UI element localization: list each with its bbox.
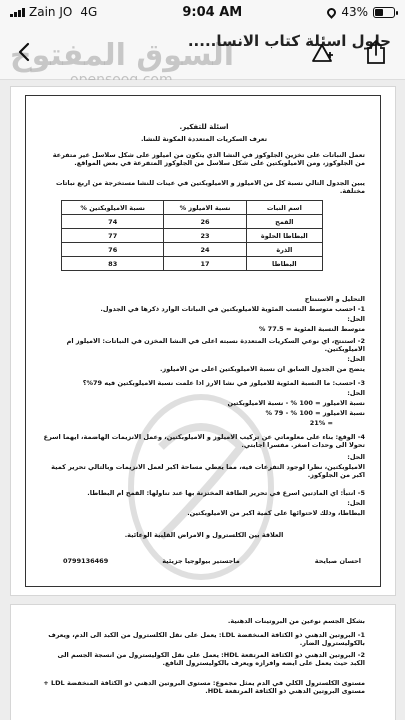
answer-2: يتضح من الجدول السابق ان نسبة الاميلوبكتين اعلى من الاميلوز. <box>160 365 365 373</box>
relation-heading: العلاقة بين الكلسترول و الامراض القلبية الوعائية. <box>124 531 284 539</box>
back-button[interactable] <box>8 36 40 68</box>
starch-table <box>61 200 323 271</box>
status-right <box>327 5 395 19</box>
document-page-2 <box>10 604 396 720</box>
solution-label: الحل: <box>347 453 365 461</box>
table-row <box>62 243 323 257</box>
answer-3-line-1: نسبة الاميلوز = 100 % - نسبة الاميلوبكتين <box>227 399 365 407</box>
table-row <box>62 257 323 271</box>
solution-label: الحل: <box>347 389 365 397</box>
page2-item-3: مستوى الكلسترول الكلي في الدم يمثل مجموع: مستوى البروتين الدهني ذو الكثافة المنخفضة LDL + مستوى البروتين الدهني ذو الكثافة المرتفعة HDL. <box>43 679 365 695</box>
status-left <box>10 5 97 19</box>
chevron-left-icon <box>18 42 30 62</box>
battery-icon <box>373 7 395 18</box>
carrier-name: Zain JO <box>29 5 73 19</box>
table-header-row <box>62 201 323 215</box>
footer-phone: 0799136469 <box>63 557 109 565</box>
page2-item-1: 1- البروتين الدهني ذو الكثافة المنخفضة LDL: يعمل على نقل الكلسترول من الكبد الى الدم، ويعرف بالكوليسترول الضار. <box>48 631 365 647</box>
question-5: 5- انتبأ: اي المادتين اسرع في تحرير الطاقة المختزنة بها عند تناولها: القمح ام البطاطا. <box>87 489 365 497</box>
table-row <box>62 229 323 243</box>
question-2: 2- استنتج، اي نوعي السكريات المتعددة نسبته اعلى في النشا المخزن في النباتات: الاميلوز ام الاميلوبكتين. <box>66 337 365 353</box>
question-intro: تعمل النباتات على تخزين الجلوكوز في النشا الذي يتكون من اميلوز على شكل سلاسل غير متفرعة من الجلوكوز، ومن الاميلوبكتين على شكل سلاسل من الجلوكوز المتفرعة في بعض المواقع. <box>52 151 365 167</box>
analysis-title: التحليل و الاستنتاج <box>304 295 365 303</box>
table-row <box>62 215 323 229</box>
answer-4: الاميلوبكتين، نظرا لوجود التفرعات فيه، مما يعطي مساحة اكبر لعمل الانزيمات وبالتالي تحرير كمية اكبر من الجلوكوز. <box>51 463 365 479</box>
answer-3-line-3: = 21% <box>309 419 333 427</box>
clock: 9:04 AM <box>182 4 243 20</box>
page-title: حلول اسئلة كتاب الانسا..... <box>187 32 391 50</box>
page2-item-2: 2- البروتين الدهني ذو الكثافة المرتفعة HDL: يعمل على نقل الكوليسترول من انسجة الجسم الى الكبد حيث يعمل على ايضه وافرازه ويعرف بالكوليسترول النافع. <box>57 651 365 667</box>
table-cell: البطاطا <box>246 257 322 271</box>
table-cell: 83 <box>62 257 164 271</box>
footer-name: احسان صبايحة <box>314 557 361 565</box>
table-cell: الذرة <box>246 243 322 257</box>
table-cell: 76 <box>62 243 164 257</box>
add-to-collection-button[interactable] <box>306 38 338 70</box>
nav-bar <box>0 24 405 80</box>
watermark-logo: السوق المفتوح <box>10 38 235 73</box>
document-viewer[interactable] <box>0 80 405 720</box>
section-heading: اسئلة للتفكير. <box>179 123 229 131</box>
answer-5: البطاطا، وذلك لاحتوائها على كمية اكبر من الاميلوبكتين. <box>187 509 365 517</box>
table-cell: 74 <box>62 215 164 229</box>
location-icon <box>325 6 338 19</box>
share-icon <box>365 39 387 65</box>
table-cell: القمح <box>246 215 322 229</box>
question-4: 4- الوقع: بناء على معلوماتي عن تركيب الاميلوز و الاميلوبكتين، وعمل الانزيمات الهاضمة، ايهما اسرع تحولا الى وحدات اصغر. مفسرا اجابتي. <box>43 433 365 449</box>
table-header: نسبة الاميلوز % <box>164 201 246 215</box>
solution-label: الحل: <box>347 315 365 323</box>
page2-intro: بشكل الجسم نوعين من البروتينات الدهنية. <box>227 617 365 625</box>
answer-3-line-2: نسبة الاميلوز = 100 % - 79 % <box>265 409 365 417</box>
solution-label: الحل: <box>347 499 365 507</box>
table-header: نسبة الاميلوبكتين % <box>62 201 164 215</box>
table-cell: 26 <box>164 215 246 229</box>
signal-icon <box>10 7 25 17</box>
table-cell: البطاطا الحلوة <box>246 229 322 243</box>
table-cell: 17 <box>164 257 246 271</box>
table-header: اسم النبات <box>246 201 322 215</box>
table-cell: 77 <box>62 229 164 243</box>
table-cell: 24 <box>164 243 246 257</box>
solution-label: الحل: <box>347 355 365 363</box>
status-bar <box>0 0 405 24</box>
question-3: 3- احسب: ما النسبة المئوية للاميلوز في نشا الارز اذا علمت نسبة الاميلوبكتين فيه 79%؟ <box>82 379 365 387</box>
add-shape-icon <box>310 42 334 66</box>
answer-1: متوسط النسبة المئوية = 77.5 % <box>258 325 365 333</box>
footer-title: ماجستير بيولوجيا جزيئية <box>162 557 240 565</box>
table-intro: يبين الجدول التالي نسبة كل من الاميلوز و الاميلوبكتين في عينات للنشا مستخرجة من اربع نباتات مختلفة. <box>56 179 365 195</box>
share-button[interactable] <box>360 36 392 68</box>
table-cell: 23 <box>164 229 246 243</box>
network-type: 4G <box>80 5 98 19</box>
question-1: 1- احسب متوسط النسب المئوية للاميلوبكتين في النباتات الوارد ذكرها في الجدول. <box>100 305 365 313</box>
section-subheading: تعرف السكريات المتعددة المكونة للنشا. <box>140 135 268 143</box>
battery-percent: 43% <box>341 5 368 19</box>
document-page-1 <box>10 86 396 596</box>
